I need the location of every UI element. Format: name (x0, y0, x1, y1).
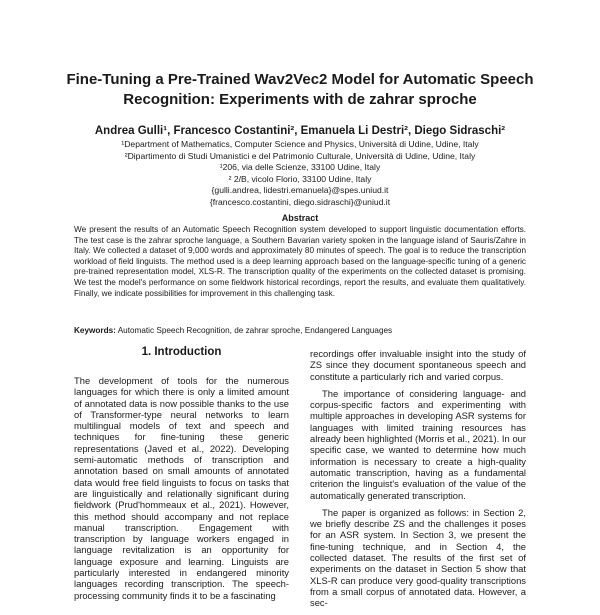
right-column (310, 348, 526, 615)
affiliations (40, 139, 560, 209)
keywords-label: Keywords: (74, 326, 116, 335)
abstract-text: We present the results of an Automatic Speech Recognition system developed to support linguistic documentation efforts. The test case is the zahrar sproche language, a Southern Bavarian variety spoken in the language island of Sauris/Zahre in Italy. We collected a dataset of 9,000 words and approximately 80 minutes of speech. The goal is to reduce the transcription workload of field linguists. The method used is a deep learning approach based on the language-specific tuning of a generic pre-trained representation model, XLS-R. The transcription quality of the experiments on the collected dataset is promising. We test the model's performance on some fieldwork historical recordings, report the results, and evaluate them qualitatively. Finally, we indicate possibilities for improvement in this challenging task. (74, 225, 526, 298)
affiliation-email: {francesco.costantini, diego.sidraschi}@uniud.it (209, 196, 391, 207)
affiliation-line: ² 2/B, vicolo Florio, 33100 Udine, Italy (228, 173, 372, 184)
paragraph: The importance of considering language- and corpus-specific factors and experimenting with multiple approaches in developing ASR systems for languages with limited training resources has already been highlighted (Morris et al., 2021). In our specific case, we wanted to determine how much information is necessary to create a high-quality automatic transcription, having as a fundamental criterion the linguist's evaluation of the value of the automatically generated transcription. (310, 387, 526, 501)
paragraph: recordings offer invaluable insight into the study of ZS since they document spontaneous speech and constitute a particularly rich and varied corpus. (310, 348, 526, 382)
keywords-text: Automatic Speech Recognition, de zahrar sproche, Endangered Languages (117, 326, 393, 335)
affiliation-line: ¹Department of Mathematics, Computer Science and Physics, Università di Udine, Udine, Italy (121, 139, 479, 149)
left-column (74, 375, 289, 607)
paper-title: Fine-Tuning a Pre-Trained Wav2Vec2 Model for Automatic Speech Recognition: Experiments with de zahrar sproche (66, 71, 534, 108)
paragraph: The development of tools for the numerous languages for which there is only a limited amount of annotated data is now possible thanks to the use of Transformer-type neural networks to learn multilingual models of text and speech and techniques for fine-tuning these generic representations (Javed et al., 2022). Developing semi-automatic methods of transcription and annotation based on small amounts of annotated data would free field linguists to focus on tasks that are linguistically and relationally significant during fieldwork (Prud'hommeaux et al., 2021). However, this method should accompany and not replace manual transcription. Engagement with transcription by language workers engaged in language revitalization is an opportunity for language exposure and learning. Linguists are particularly interested in endangered minority languages recording transcription. The speech-processing community finds it to be a fascinating (74, 375, 289, 601)
section-heading-introduction: 1. Introduction (141, 346, 222, 358)
keywords (74, 326, 526, 337)
affiliation-line: ²Dipartimento di Studi Umanistici e del Patrimonio Culturale, Università di Udine, Udine, Italy (124, 150, 476, 161)
abstract-heading: Abstract (281, 213, 319, 223)
affiliation-line: ¹206, via delle Scienze, 33100 Udine, Italy (219, 162, 381, 173)
paragraph: The paper is organized as follows: in Section 2, we briefly describe ZS and the challenges it poses for an ASR system. In Section 3, we present the fine-tuning technique, and in Section 4, the collected dataset. The results of the first set of experiments on the dataset in Section 5 show that XLS-R can produce very good-quality transcriptions from a small corpus of annotated data. However, a sec- (310, 506, 526, 609)
author-list: Andrea Gulli¹, Francesco Costantini², Emanuela Li Destri², Diego Sidraschi² (94, 125, 506, 137)
affiliation-email: {gulli.andrea, lidestri.emanuela}@spes.uniud.it (211, 185, 389, 196)
